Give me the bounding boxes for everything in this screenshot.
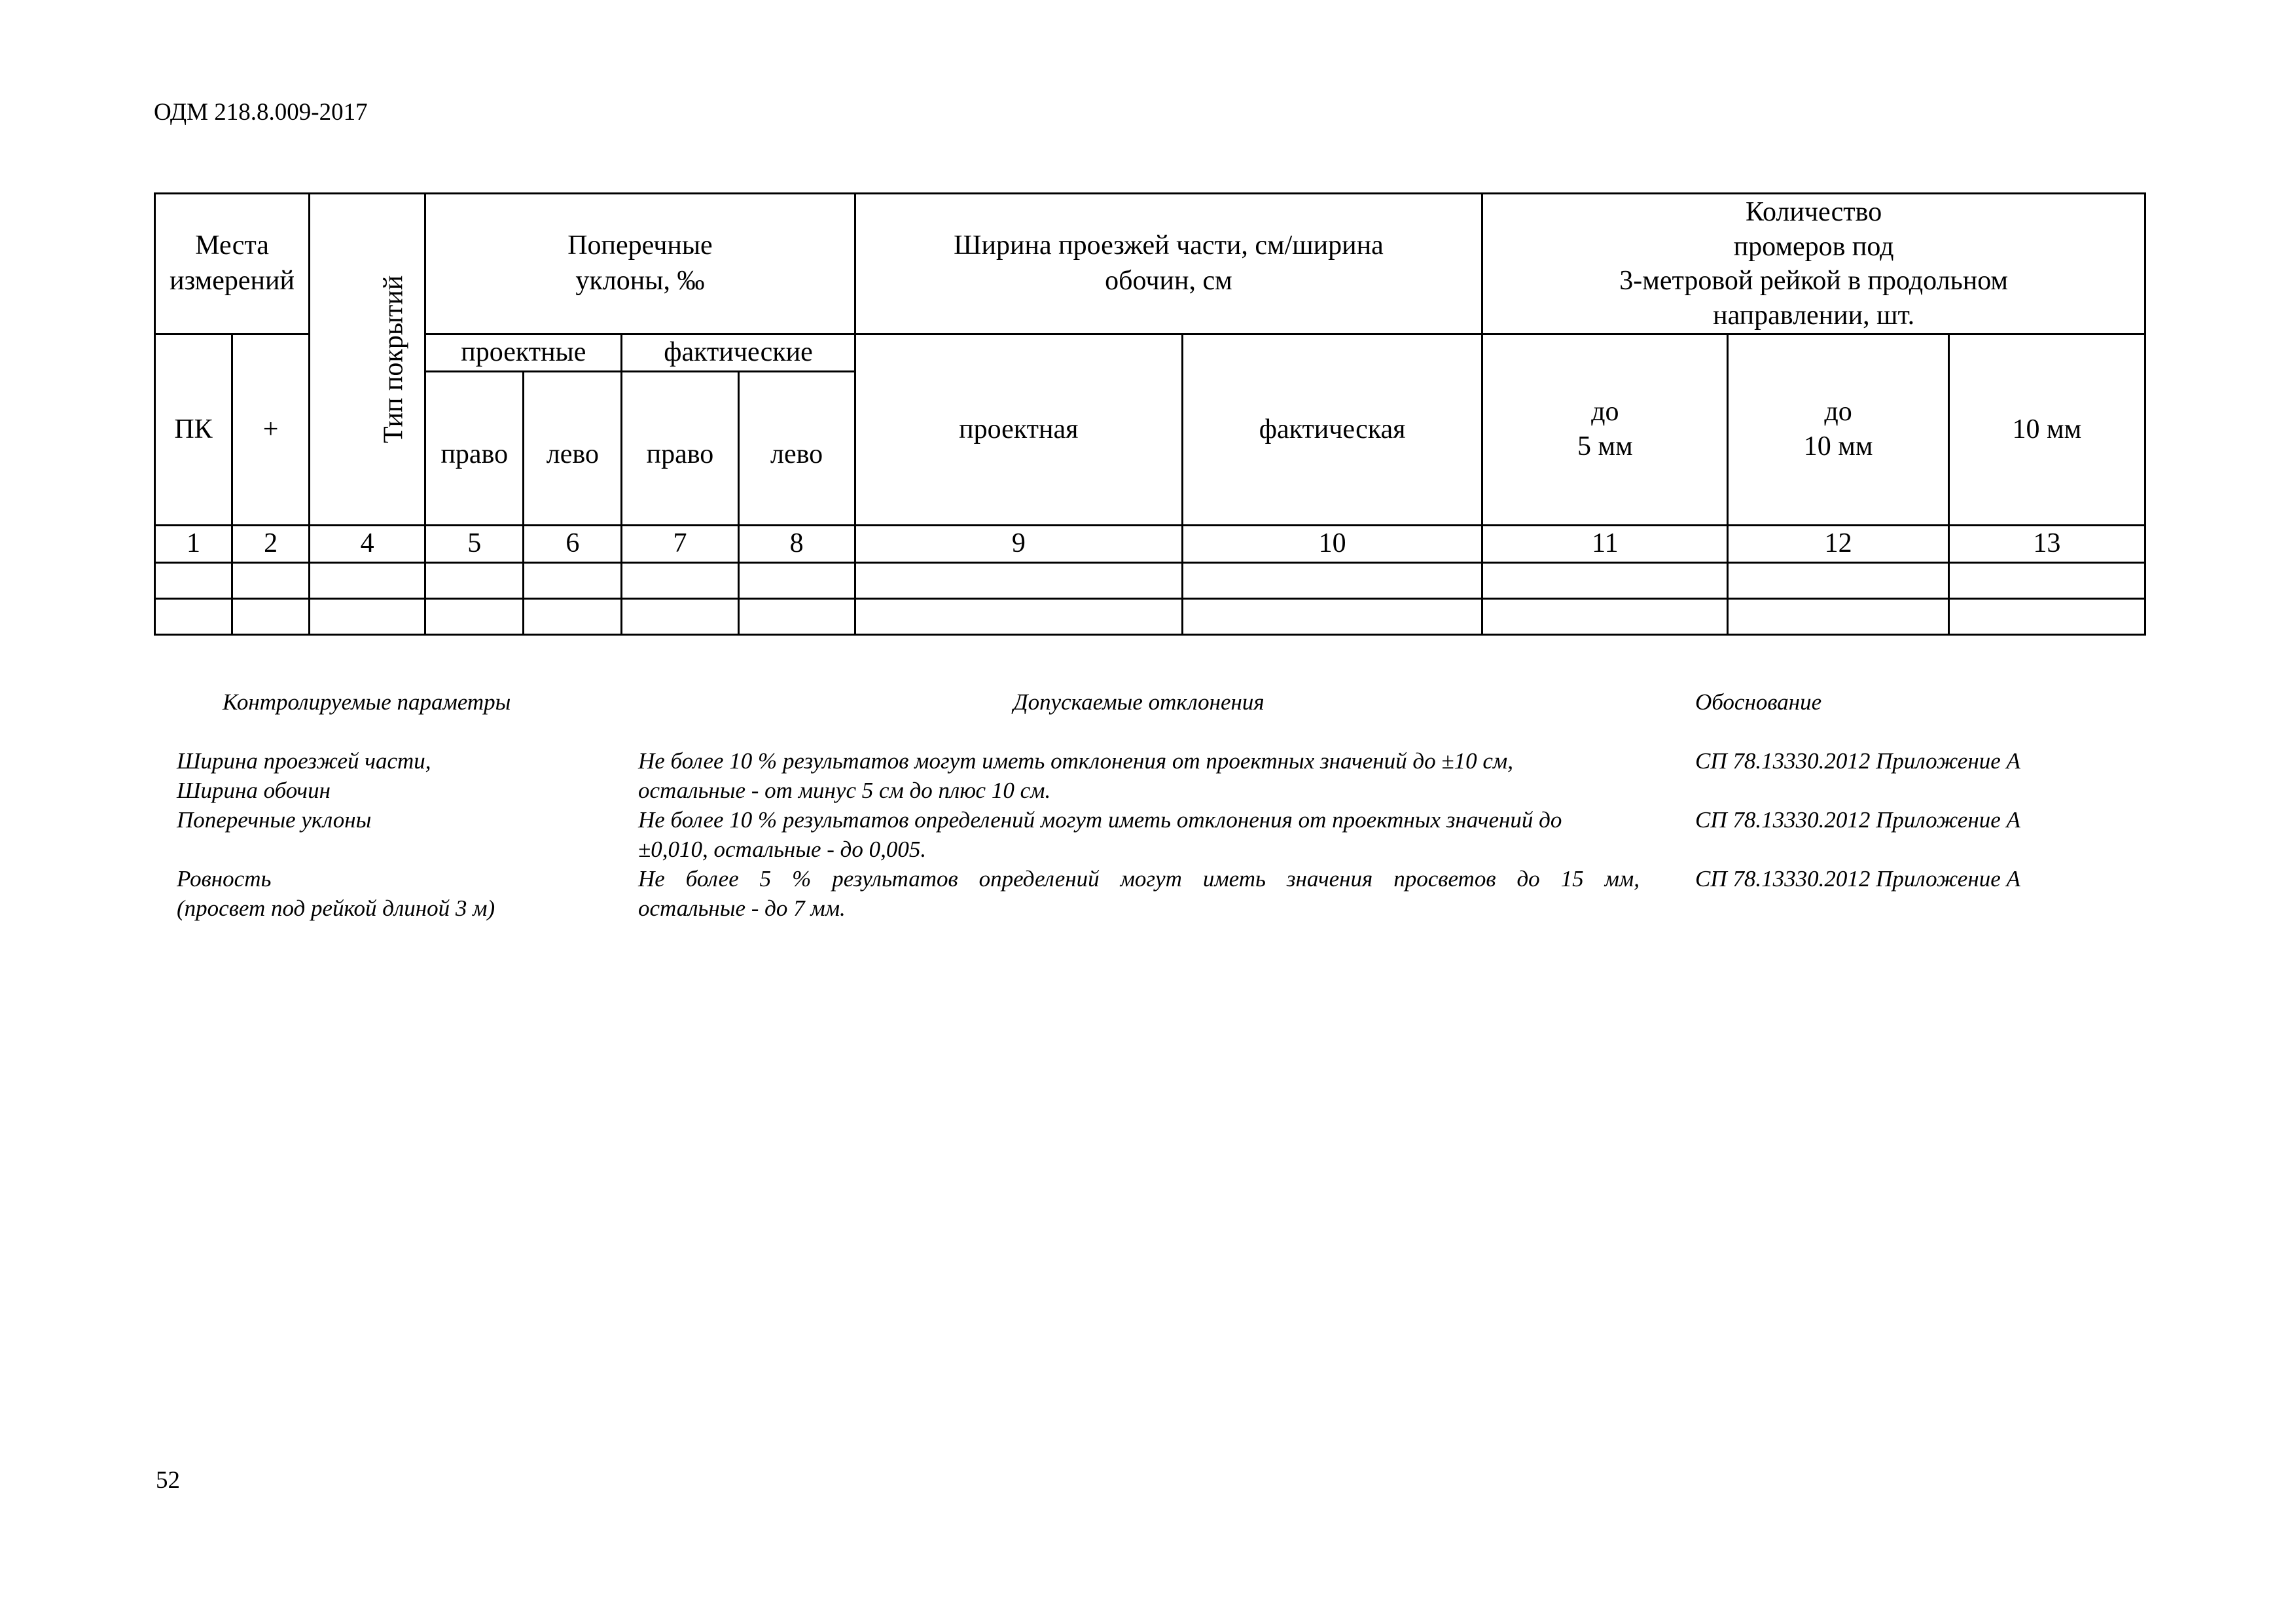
table-row-empty [155, 598, 2145, 634]
header-up-to-10mm [1728, 334, 1948, 526]
header-width-actual: фактическая [1182, 334, 1482, 526]
spec-deviation-line: Не более 5 % результатов определений могут иметь значения просветов до 15 мм, [638, 866, 1640, 892]
spec-basis: СП 78.13330.2012 Приложение А [1695, 748, 2020, 774]
table-cell[interactable] [1482, 598, 1728, 634]
spec-param-line: (просвет под рейкой длиной 3 м) [177, 895, 495, 921]
column-number-row [155, 525, 2145, 562]
table-cell[interactable] [738, 598, 855, 634]
header-design-slopes: проектные [425, 334, 622, 372]
table-cell[interactable] [1948, 598, 2145, 634]
table-cell[interactable] [1728, 562, 1948, 598]
column-number: 7 [622, 525, 738, 562]
header-actual-right: право [622, 371, 738, 525]
spec-row-evenness [177, 864, 2121, 923]
spec-param [177, 864, 609, 923]
up-to-5-line-1: до [1591, 396, 1619, 427]
specs-header [177, 687, 2121, 746]
table-row-empty [155, 562, 2145, 598]
column-number: 9 [855, 525, 1182, 562]
spec-param [177, 746, 609, 805]
table-cell[interactable] [855, 598, 1182, 634]
table-cell[interactable] [855, 562, 1182, 598]
table-cell[interactable] [155, 562, 232, 598]
column-number: 8 [738, 525, 855, 562]
table-cell[interactable] [1482, 562, 1728, 598]
table-cell[interactable] [425, 598, 524, 634]
spec-deviation-line: Не более 10 % результатов определений могут иметь отклонения от проектных значений до [638, 807, 1562, 833]
header-measurement-count [1482, 194, 2145, 334]
up-to-5-line-2: 5 мм [1577, 431, 1633, 462]
table-header-row-2 [155, 334, 2145, 372]
header-design-right: право [425, 371, 524, 525]
table-cell[interactable] [1182, 598, 1482, 634]
count-line-2: промеров под [1733, 231, 1894, 262]
spec-basis: СП 78.13330.2012 Приложение А [1695, 866, 2020, 892]
header-width-design: проектная [855, 334, 1182, 526]
header-cross-slopes: Поперечные уклоны, ‰ [425, 194, 855, 334]
header-10mm: 10 мм [1948, 334, 2145, 526]
column-number: 10 [1182, 525, 1482, 562]
column-number: 2 [232, 525, 310, 562]
table-cell[interactable] [232, 562, 310, 598]
header-coating-type [310, 194, 425, 526]
spec-param-line: Ровность [177, 866, 272, 892]
table-cell[interactable] [622, 598, 738, 634]
document-header: ОДМ 218.8.009-2017 [154, 99, 368, 126]
table-cell[interactable] [524, 562, 622, 598]
table-cell[interactable] [310, 562, 425, 598]
table-cell[interactable] [1948, 562, 2145, 598]
table-cell[interactable] [1182, 562, 1482, 598]
count-line-1: Количество [1746, 197, 1882, 227]
measurement-table [154, 192, 2146, 636]
spec-deviation-line: остальные - от минус 5 см до плюс 10 см. [638, 778, 1051, 803]
column-number: 6 [524, 525, 622, 562]
specs-header-params: Контролируемые параметры [223, 689, 511, 715]
specs-header-deviations: Допускаемые отклонения [1013, 689, 1265, 715]
up-to-10-line-2: 10 мм [1803, 431, 1873, 462]
column-number: 4 [310, 525, 425, 562]
header-width: Ширина проезжей части, см/ширина обочин, см [855, 194, 1482, 334]
spec-deviation [638, 864, 1640, 923]
header-actual-slopes: фактические [622, 334, 855, 372]
header-design-left: лево [524, 371, 622, 525]
column-number: 5 [425, 525, 524, 562]
table-cell[interactable] [310, 598, 425, 634]
column-number: 1 [155, 525, 232, 562]
header-actual-left: лево [738, 371, 855, 525]
spec-deviation-line: остальные - до 7 мм. [638, 895, 846, 921]
specs-header-basis: Обоснование [1695, 689, 1822, 715]
spec-param-line: Поперечные уклоны [177, 807, 372, 833]
header-pk: ПК [155, 334, 232, 526]
spec-param-line: Ширина проезжей части, [177, 748, 431, 774]
tolerance-specs [177, 687, 2121, 923]
table-cell[interactable] [622, 562, 738, 598]
count-line-4: направлении, шт. [1713, 300, 1915, 331]
up-to-10-line-1: до [1824, 396, 1852, 427]
table-cell[interactable] [524, 598, 622, 634]
table-cell[interactable] [1728, 598, 1948, 634]
spec-deviation [638, 805, 1640, 864]
header-plus: + [232, 334, 310, 526]
header-measurement-places: Места измерений [155, 194, 310, 334]
page-number: 52 [156, 1467, 180, 1494]
spec-deviation-line: ±0,010, остальные - до 0,005. [638, 837, 927, 862]
spec-deviation [638, 746, 1640, 805]
table-cell[interactable] [738, 562, 855, 598]
column-number: 13 [1948, 525, 2145, 562]
coating-type-label: Тип покрытий [378, 275, 409, 444]
count-line-3: 3-метровой рейкой в продольном [1619, 266, 2008, 296]
column-number: 12 [1728, 525, 1948, 562]
column-number: 11 [1482, 525, 1728, 562]
table-header-row-1 [155, 194, 2145, 334]
spec-deviation-line: Не более 10 % результатов могут иметь отклонения от проектных значений до ±10 см, [638, 748, 1513, 774]
spec-row-width [177, 746, 2121, 805]
spec-param [177, 805, 609, 835]
spec-param-line: Ширина обочин [177, 778, 331, 803]
spec-row-slopes [177, 805, 2121, 864]
table-cell[interactable] [425, 562, 524, 598]
table-cell[interactable] [155, 598, 232, 634]
header-up-to-5mm [1482, 334, 1728, 526]
table-cell[interactable] [232, 598, 310, 634]
spec-basis: СП 78.13330.2012 Приложение А [1695, 807, 2020, 833]
